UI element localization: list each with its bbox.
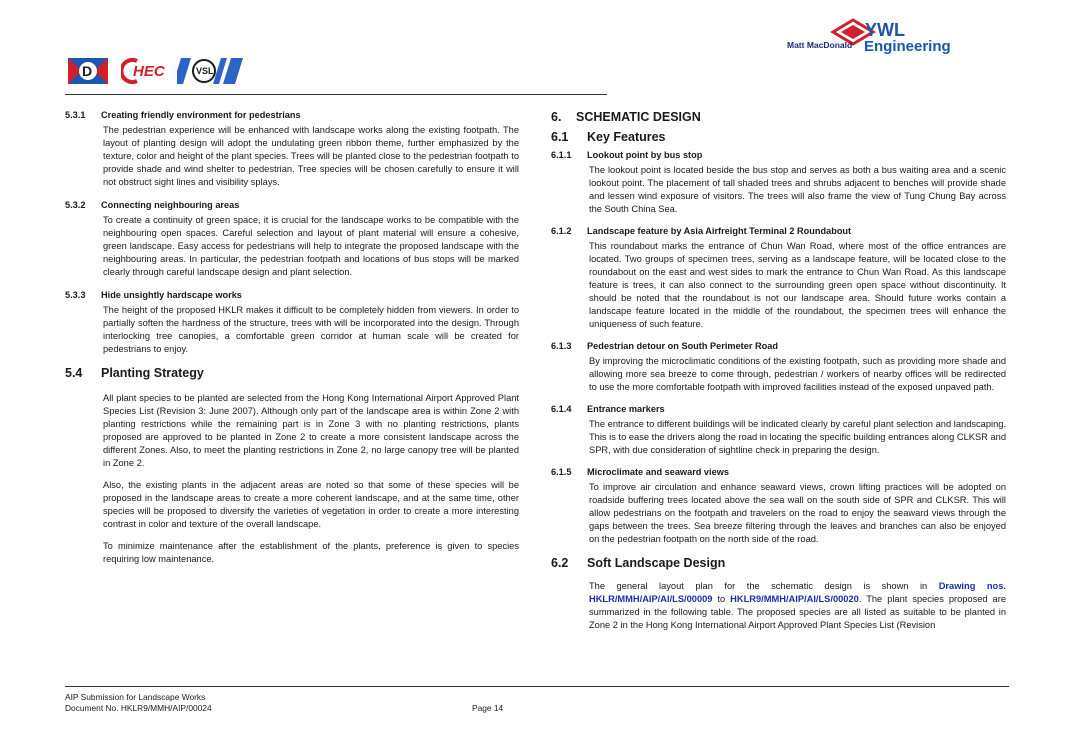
vsl-text: VSL — [196, 66, 214, 76]
section-title: Hide unsightly hardscape works — [101, 290, 242, 300]
section-number: 6.1.1 — [551, 150, 572, 160]
paragraph: All plant species to be planted are selected from the Hong Kong International Airport Approved Plant Species List (Revision 3: June 2007). Although only part of the landscape area is within Zone 2 with planting restrictions while the remaining part is in Zone 3 with no planting restrictions, plants proposed are approved to be planted in Zone 2 to create a more consistent landscape across the different Zones. Also, to meet the planting restrictions in Zone 2, no large canopy tree will be planted in Zone 2. — [103, 393, 519, 468]
dragages-logo — [68, 58, 108, 84]
paragraph — [589, 580, 1006, 632]
ywl-text: YWL — [865, 20, 905, 40]
right-column — [551, 110, 1006, 639]
paragraph: To create a continuity of green space, it is crucial for the landscape works to be compatible with the neighbouring open spaces. Careful selection and layout of plant material will ensure a cohesive, green landscape. Easy access for pedestrians will help to integrate the proposed landscape with the neighbouring areas. In particular, the pedestrian footpath and locations of bus stops will be marked clearly through careful landscape design and plant selection. — [103, 215, 519, 277]
mott-macdonald-ywl-logo — [783, 18, 973, 58]
section-number: 6.1 — [551, 130, 569, 144]
section-title: Planting Strategy — [101, 366, 204, 380]
section-5-3-1 — [65, 110, 519, 189]
section-number: 6.1.3 — [551, 341, 572, 351]
section-title: Soft Landscape Design — [587, 556, 726, 570]
left-column — [65, 110, 519, 573]
section-5-3-2 — [65, 200, 519, 279]
paragraph: To improve air circulation and enhance seaward views, crown lifting practices will be adopted on roadside buffering trees located above the sea wall on the south side of SPR and CLKSR. This will allow pedestrians on the footpath and travelers on the road to enjoy the seaward views through the gaps between the trees. Sea breeze filtering through the leaves and branches can also be enjoyed on the pedestrian footpath on the north side of the road. — [589, 482, 1006, 544]
section-title: Lookout point by bus stop — [587, 150, 703, 160]
drawing-reference-link[interactable]: Drawing nos. HKLR/MMH/AIP/AI/LS/00009 — [589, 581, 1006, 604]
section-number: 6.2 — [551, 556, 569, 570]
section-title: Landscape feature by Asia Airfreight Terminal 2 Roundabout — [587, 226, 852, 236]
section-6-1-1 — [551, 150, 1006, 216]
mott-macdonald-text: Matt MacDonald — [787, 40, 853, 50]
section-title: Creating friendly environment for pedestrians — [101, 110, 301, 120]
dragages-letter: D — [82, 63, 93, 79]
section-number: 5.4 — [65, 366, 83, 380]
section-number: 6.1.2 — [551, 226, 572, 236]
vsl-logo — [177, 58, 243, 84]
section-title: Connecting neighbouring areas — [101, 200, 240, 210]
section-6-2 — [551, 556, 1006, 632]
drawing-reference-link[interactable]: HKLR9/MMH/AIP/AI/LS/00020 — [730, 594, 859, 604]
section-title: Pedestrian detour on South Perimeter Road — [587, 341, 778, 351]
section-title: Key Features — [587, 130, 666, 144]
paragraph: By improving the microclimatic conditions of the existing footpath, such as providing more shade and allowing more sea breeze to come through, pedestrian / workers of nearby offices will be redirected to use the more comfortable footpath with improved facilities instead of the exposed unpaved path. — [589, 356, 1006, 392]
paragraph: Also, the existing plants in the adjacent areas are noted so that some of these species will be proposed in the landscape areas to create a more coherent landscape, and at the same time, other species will be proposed to diversify the varieties of vegetation in order to create a more interesting contrast in color and texture of the overall landscape. — [103, 480, 519, 529]
section-5-3-3 — [65, 290, 519, 356]
section-6-1-4 — [551, 404, 1006, 457]
section-6-1-3 — [551, 341, 1006, 394]
paragraph: This roundabout marks the entrance of Chun Wan Road, where most of the office entrances are located. Two groups of specimen trees, serving as a landscape feature, will be located close to the roundabout on the east and west sides to mark the entrance to Chun Wan Road. As this landscape feature is trees, it can also connect to the surrounding green open space without discontinuity. It should be noted that the roundabout is not our landscape area. Should future works contain a landscape feature located in the middle of the roundabout, the specimen trees will enhance the uniqueness of such feature. — [589, 241, 1006, 329]
section-title: Entrance markers — [587, 404, 665, 414]
section-6-1-5 — [551, 467, 1006, 546]
paragraph: The height of the proposed HKLR makes it difficult to be completely hidden from viewers. In order to partially soften the hardness of the structure, trees with will be incorporated into the design. Through interlocking tree canopies, a comfortable green corridor at human scale will be created for pedestrians to enjoy. — [103, 305, 519, 354]
footer-title: AIP Submission for Landscape Works — [65, 692, 206, 702]
paragraph: The entrance to different buildings will be indicated clearly by careful plant selection and landscaping. This is to ease the drivers along the road in locating the specific building entrances along CLKSR and SPR, with due consideration of sightline check in preparing the design. — [589, 419, 1006, 455]
section-number: 5.3.2 — [65, 200, 86, 210]
section-number: 5.3.1 — [65, 110, 86, 120]
chec-text: HEC — [133, 63, 165, 80]
header-divider — [65, 94, 607, 95]
paragraph: The lookout point is located beside the bus stop and serves as both a bus waiting area and a scenic lookout point. The placement of tall shaded trees and shrubs adjacent to benches will provide shade and lessen wind exposure of visitors. The trees will also frame the view of Tung Chung Bay across the South China Sea. — [589, 165, 1006, 214]
chec-logo — [121, 58, 171, 84]
paragraph: To minimize maintenance after the establishment of the plants, preference is given to species requiring low maintenance. — [103, 541, 519, 564]
section-number: 6. — [551, 110, 562, 124]
paragraph: The pedestrian experience will be enhanced with landscape works along the existing footpath. The layout of planting design will adopt the undulating green ribbon theme, further emphasized by the texture, color and height of the plant species. Trees will be planted close to the pedestrian footpath to provide shade and wind shelter to pedestrian. Tree species will be chosen carefully to ensure it will not obstruct sight lines and visibility splays. — [103, 125, 519, 187]
section-6-1-2 — [551, 226, 1006, 331]
section-title: SCHEMATIC DESIGN — [576, 110, 701, 124]
footer-left — [65, 692, 212, 714]
section-number: 5.3.3 — [65, 290, 86, 300]
engineering-text: Engineering — [864, 38, 951, 55]
page-number: Page 14 — [472, 703, 504, 713]
section-number: 6.1.5 — [551, 467, 572, 477]
section-number: 6.1.4 — [551, 404, 572, 414]
footer-divider — [65, 686, 1009, 687]
section-5-4 — [65, 366, 519, 566]
text-run: The general layout plan for the schematic design is shown in — [589, 581, 939, 591]
section-title: Microclimate and seaward views — [587, 467, 729, 477]
text-run: . The plant species proposed are summarized in the following table. The proposed species are all listed as suitable to be planted in Zone 2 in the Hong Kong International Airport Approved Plant Species List (Revision — [589, 594, 1006, 630]
text-run: to — [712, 594, 731, 604]
footer-doc-number: Document No. HKLR9/MMH/AIP/00024 — [65, 703, 212, 713]
